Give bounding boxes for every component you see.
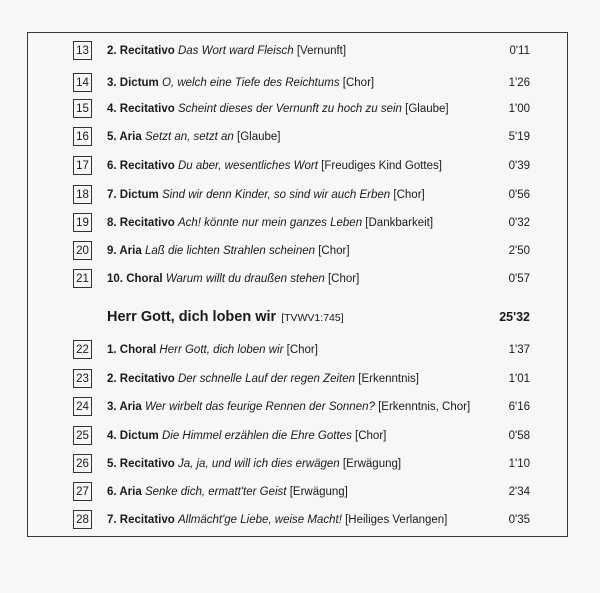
track-number-box: 27 [73, 482, 92, 501]
movement-type: 5. Aria [107, 130, 142, 143]
track-duration: 1'01 [508, 372, 530, 385]
track-row [73, 155, 530, 176]
track-duration: 5'19 [508, 130, 530, 143]
movement-title: O, welch eine Tiefe des Reichtums [161, 76, 340, 89]
movement-voice: [Glaube] [405, 102, 449, 115]
movement-voice: [Vernunft] [296, 44, 347, 57]
track-duration: 1'26 [508, 76, 530, 89]
track-row [73, 509, 530, 530]
movement-title: Ach! könnte nur mein ganzes Leben [177, 216, 363, 229]
movement-title: Laß die lichten Strahlen scheinen [144, 244, 316, 257]
movement-voice: [Heiliges Verlangen] [345, 513, 448, 526]
movement-type: 10. Choral [107, 272, 163, 285]
movement-title: Wer wirbelt das feurige Rennen der Sonnen? [144, 400, 375, 413]
track-number-box: 23 [73, 369, 92, 388]
movement-voice: [Erwägung] [342, 457, 402, 470]
movement-voice: [Chor] [355, 429, 387, 442]
track-row [73, 126, 530, 147]
movement-title: Setzt an, setzt an [144, 130, 234, 143]
track-duration: 1'10 [508, 457, 530, 470]
movement-voice: [Chor] [342, 76, 375, 89]
movement-title: Die Himmel erzählen die Ehre Gottes [161, 429, 352, 442]
track-number-box: 21 [73, 269, 92, 288]
track-number-box: 22 [73, 340, 92, 359]
track-duration: 0'39 [508, 159, 530, 172]
track-duration: 0'11 [509, 44, 530, 57]
movement-voice: [Chor] [286, 343, 318, 356]
track-row [73, 184, 530, 205]
movement-title: Der schnelle Lauf der regen Zeiten [177, 372, 356, 385]
movement-title: Scheint dieses der Vernunft zu hoch zu sein [177, 102, 402, 115]
track-row [73, 40, 530, 61]
movement-title: Allmächt'ge Liebe, weise Macht! [177, 513, 342, 526]
track-row [73, 481, 530, 502]
track-row [73, 212, 530, 233]
movement-type: 3. Dictum [107, 76, 159, 89]
track-row [73, 72, 530, 93]
track-row [73, 453, 530, 474]
track-number-box: 18 [73, 185, 92, 204]
work-title: Herr Gott, dich loben wir [107, 309, 277, 325]
track-number-box: 19 [73, 213, 92, 232]
movement-type: 5. Recitativo [107, 457, 175, 470]
track-number-box: 17 [73, 156, 92, 175]
movement-voice: [Freudiges Kind Gottes] [321, 159, 442, 172]
movement-type: 4. Dictum [107, 429, 159, 442]
movement-voice: [Erkenntnis] [358, 372, 419, 385]
track-number-box: 15 [73, 99, 92, 118]
movement-type: 7. Dictum [107, 188, 159, 201]
track-row [73, 396, 530, 417]
movement-voice: [Erwägung] [289, 485, 348, 498]
movement-type: 7. Recitativo [107, 513, 175, 526]
track-duration: 0'35 [508, 513, 530, 526]
track-duration: 0'32 [508, 216, 530, 229]
track-duration: 2'34 [508, 485, 530, 498]
track-number-box: 25 [73, 426, 92, 445]
movement-title: Senke dich, ermatt'ter Geist [144, 485, 287, 498]
movement-type: 4. Recitativo [107, 102, 175, 115]
track-duration: 6'16 [508, 400, 530, 413]
track-row [73, 240, 530, 261]
track-row [73, 339, 530, 360]
track-duration: 1'37 [508, 343, 530, 356]
movement-title: Warum willt du draußen stehen [165, 272, 325, 285]
track-duration: 0'56 [508, 188, 530, 201]
track-row [73, 268, 530, 289]
work-catalog-number: [TVWV1:745] [281, 312, 344, 324]
track-number-box: 28 [73, 510, 92, 529]
track-duration: 0'57 [508, 272, 530, 285]
movement-type: 6. Aria [107, 485, 142, 498]
track-duration: 0'58 [508, 429, 530, 442]
movement-title: Du aber, wesentliches Wort [177, 159, 318, 172]
work-total-duration: 25'32 [499, 310, 530, 324]
track-number-box: 20 [73, 241, 92, 260]
track-row [73, 425, 530, 446]
movement-type: 1. Choral [107, 343, 157, 356]
track-number-box: 16 [73, 127, 92, 146]
movement-title: Das Wort ward Fleisch [177, 44, 294, 57]
movement-title: Ja, ja, und will ich dies erwägen [177, 457, 340, 470]
track-number-box: 24 [73, 397, 92, 416]
track-number-box: 26 [73, 454, 92, 473]
movement-voice: [Erkenntnis, Chor] [378, 400, 470, 413]
track-duration: 1'00 [508, 102, 530, 115]
movement-type: 2. Recitativo [107, 44, 175, 57]
movement-voice: [Dankbarkeit] [365, 216, 434, 229]
movement-type: 6. Recitativo [107, 159, 175, 172]
movement-title: Sind wir denn Kinder, so sind wir auch Erben [161, 188, 391, 201]
track-number-box: 14 [73, 73, 92, 92]
track-number-box: 13 [73, 41, 92, 60]
movement-voice: [Chor] [327, 272, 360, 285]
movement-type: 2. Recitativo [107, 372, 175, 385]
work-header [107, 309, 530, 331]
movement-title: Herr Gott, dich loben wir [159, 343, 284, 356]
track-row [73, 368, 530, 389]
track-duration: 2'50 [508, 244, 530, 257]
track-row [73, 98, 530, 119]
movement-type: 9. Aria [107, 244, 142, 257]
movement-type: 3. Aria [107, 400, 142, 413]
movement-voice: [Chor] [393, 188, 425, 201]
movement-type: 8. Recitativo [107, 216, 175, 229]
movement-voice: [Chor] [318, 244, 350, 257]
movement-voice: [Glaube] [237, 130, 281, 143]
